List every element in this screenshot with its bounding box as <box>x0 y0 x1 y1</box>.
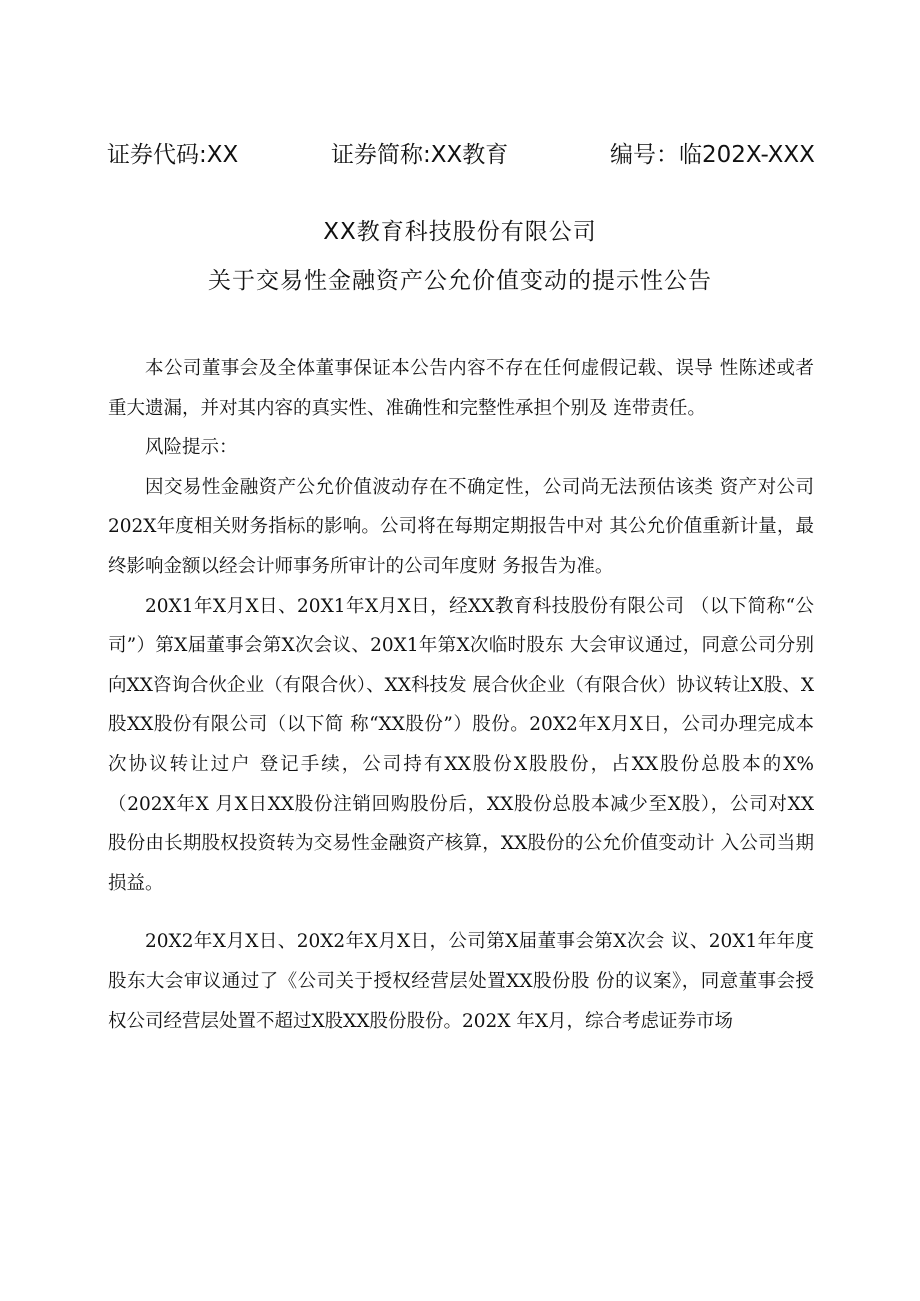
board-statement-paragraph: 本公司董事会及全体董事保证本公告内容不存在任何虚假记载、误导 性陈述或者重大遗漏，并对其内容的真实性、准确性和完整性承担个别及 连带责任。 <box>108 358 814 419</box>
stock-code: 证券代码:XX <box>107 142 239 168</box>
announcement-body <box>108 349 814 1041</box>
risk-notice-paragraph: 因交易性金融资产公允价值波动存在不确定性，公司尚无法预估该类 资产对公司202X年度相关财务指标的影响。公司将在每期定期报告中对 其公允价值重新计量，最终影响金额以经会计师事务所审计的公司年度财 务报告为准。 <box>108 476 814 577</box>
disposal-authorization-paragraph: 20X2年X月X日、20X2年X月X日，公司第X届董事会第X次会 议、20X1年年度股东大会审议通过了《公司关于授权经营层处置XX股份股 份的议案》，同意董事会授权公司经营层处置不超过X股XX股份股份。202X 年X月，综合考虑证券市场 <box>108 931 814 1032</box>
company-name-title: XX教育科技股份有限公司 <box>323 219 597 245</box>
share-transfer-paragraph: 20X1年X月X日、20X1年X月X日，经XX教育科技股份有限公司 （以下简称“公司”）第X届董事会第X次会议、20X1年第X次临时股东 大会审议通过，同意公司分别向XX咨询合伙企业（有限合伙）、XX科技发 展合伙企业（有限合伙）协议转让X股、X股XX股份有限公司（以下简 称“XX股份”）股份。20X2年X月X日，公司办理完成本次协议转让过户 登记手续，公司持有XX股份X股股份，占XX股份总股本的X% （202X年X 月X日XX股份注销回购股份后，XX股份总股本减少至X股），公司对XX 股份由长期股权投资转为交易性金融资产核算，XX股份的公允价值变动计 入公司当期损益。 <box>108 595 814 894</box>
announcement-number: 编号：临202X-XXX <box>610 142 815 168</box>
stock-abbreviation: 证券简称:XX教育 <box>331 142 509 168</box>
risk-notice-heading: 风险提示： <box>145 437 238 459</box>
announcement-title: 关于交易性金融资产公允价值变动的提示性公告 <box>208 268 712 294</box>
announcement-header <box>107 130 817 170</box>
